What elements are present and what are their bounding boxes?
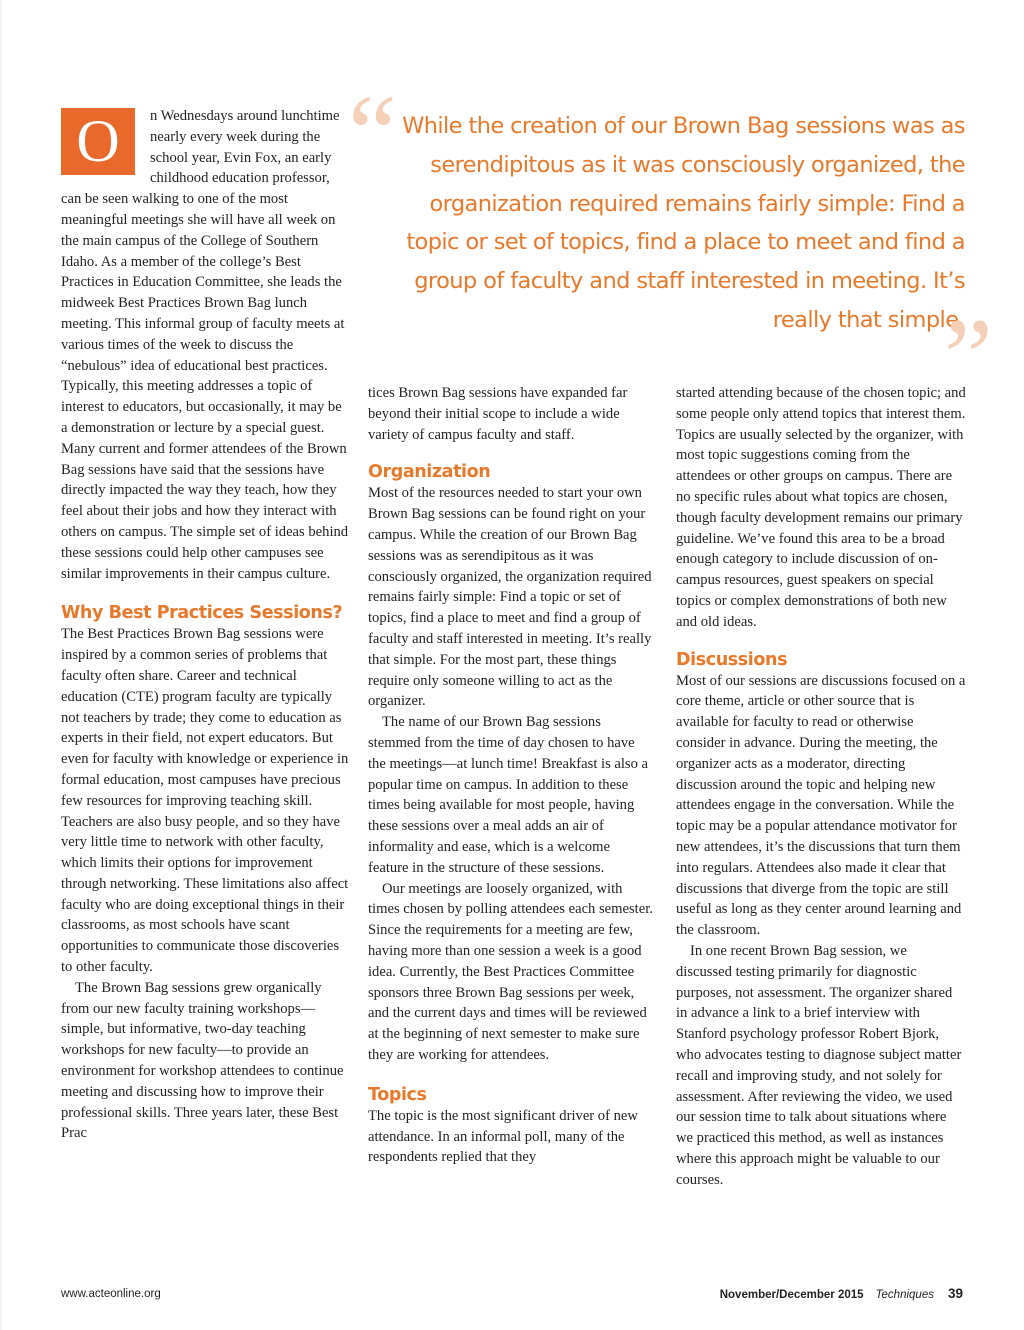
footer-issue-info bbox=[720, 1286, 963, 1301]
drop-cap: O bbox=[61, 108, 135, 175]
heading-topics: Topics bbox=[368, 1084, 427, 1105]
column-left bbox=[61, 106, 349, 1144]
discussions-paragraph-1: Most of our sessions are discussions focused on a core theme, article or other source that is available for faculty to read or otherwise consider in advance. During the meeting, the organizer acts as a moderator, directing discussion around the topic and helping new attendees engage in the conversation. While the topic may be a popular attendance motivator for new attendees, it’s the discussions that turn them into regulars. Attendees also made it clear that discussions that diverge from the topic are still useful as long as they center around learning and the classroom. bbox=[676, 672, 966, 939]
pull-quote: While the creation of our Brown Bag sessions was as serendipitous as it was consciously organized, the organization required remains fairly simple: Find a topic or set of topics, find a place to meet and find a group of faculty and staff interested in meeting. It’s really that simple. bbox=[402, 113, 965, 333]
footer-magazine-name: Techniques bbox=[875, 1289, 934, 1301]
topics-paragraph-end: started attending because of the chosen topic; and some people only attend topics that interest them. Topics are usually selected by the organizer, with most topic suggestions coming from the attendees or other groups on campus. There are no specific rules about what topics are chosen, though faculty development remains our primary guideline. We’ve found this area to be a broad enough category to include discussion of on-campus resources, guest speakers on special topics or complex demonstrations of both new and old ideas. bbox=[676, 385, 966, 630]
footer-date: November/December 2015 bbox=[719, 1289, 864, 1301]
footer-website-link[interactable]: www.acteonline.org bbox=[61, 1288, 161, 1300]
discussions-paragraph-2: In one recent Brown Bag session, we discussed testing primarily for diagnostic purposes, not assessment. The organizer shared in advance a link to a brief interview with Stanford psychology professor Robert Bjork, who advocates testing to diagnose subject matter recall and improving study, and not solely for assessment. After reviewing the video, we used our session time to talk about situations where we practiced this method, as well as instances where this approach might be valuable to our courses. bbox=[676, 942, 962, 1188]
close-quote-mark: ” bbox=[944, 296, 993, 418]
column-right bbox=[676, 383, 966, 1190]
why-paragraph-2-start: The Brown Bag sessions grew organically from our new faculty training workshops—simple, but informative, two-day teaching workshops for new faculty—to provide an environment for workshop attendees to continue meeting and discussing how to improve their professional skills. Three years later, these Best Prac bbox=[61, 979, 344, 1142]
organization-paragraph-1: Most of the resources needed to start your own Brown Bag sessions can be found right on your campus. While the creation of our Brown Bag sessions was as serendipitous as it was consciously organized, the organization required remains fairly simple: Find a topic or set of topics, find a place to meet and find a group of faculty and staff interested in meeting. It’s really that simple. For the most part, these things require only someone willing to act as the organizer. bbox=[368, 485, 652, 710]
heading-organization: Organization bbox=[368, 462, 491, 483]
page-number: 39 bbox=[947, 1286, 963, 1301]
intro-paragraph: n Wednesdays around lunchtime nearly every week during the school year, Evin Fox, an early childhood education professor, can be seen walking to one of the most meaningful meetings she will have all week on the main campus of the College of Southern Idaho. As a member of the college’s Best Practices in Education Committee, she leads the midweek Best Practices Brown Bag lunch meeting. This informal group of faculty meets at various times of the week to discuss the “nebulous” idea of educational best practices. Typically, this meeting addresses a topic of interest to educators, but occasionally, it may be a demonstration or lecture by a special guest. Many current and former attendees of the Brown Bag sessions have said that the sessions have directly impacted the way they teach, how they feel about their jobs and how they interact with others on campus. The simple set of ideas behind these sessions could help other campuses see similar improvements in their campus culture. bbox=[61, 108, 349, 582]
topics-paragraph-start: The topic is the most significant driver of new attendance. In an informal poll, many of the respondents replied that they bbox=[368, 1107, 638, 1166]
heading-why-best-practices: Why Best Practices Sessions? bbox=[61, 603, 343, 624]
organization-paragraph-2: The name of our Brown Bag sessions stemmed from the time of day chosen to have the meetings—at lunch time! Breakfast is also a popular time on campus. In addition to these times being available for most people, having these sessions over a meal adds an air of informality and ease, which is a welcome feature in the structure of these sessions. bbox=[368, 714, 649, 876]
page-edge bbox=[0, 0, 2, 1330]
organization-paragraph-3: Our meetings are loosely organized, with times chosen by polling attendees each semester. Since the requirements for a meeting are few, having more than one session a week is a good idea. Currently, the Best Practices Committee sponsors three Brown Bag sessions per week, and the current days and times will be reviewed at the beginning of next semester to make sure they are working for attendees. bbox=[368, 880, 653, 1063]
open-quote-mark: “ bbox=[348, 72, 397, 194]
heading-discussions: Discussions bbox=[676, 649, 788, 670]
why-paragraph-1: The Best Practices Brown Bag sessions were inspired by a common series of problems that faculty often share. Career and technical education (CTE) program faculty are typically not teachers by trade; they come to education as experts in their field, not expert educators. But even for faculty with knowledge or experience in formal education, most campuses have precious few resources for improving teaching skill. Teachers are also busy people, and so they have very little time to network with other faculty, which limits their options for improvement through networking. These limitations also affect faculty who are doing exceptional things in their classrooms, as most schools have scant opportunities to communicate those discoveries to other faculty. bbox=[61, 626, 349, 976]
why-paragraph-2-end: tices Brown Bag sessions have expanded far beyond their initial scope to include a wide variety of campus faculty and staff. bbox=[368, 385, 628, 443]
column-middle bbox=[368, 383, 654, 1168]
